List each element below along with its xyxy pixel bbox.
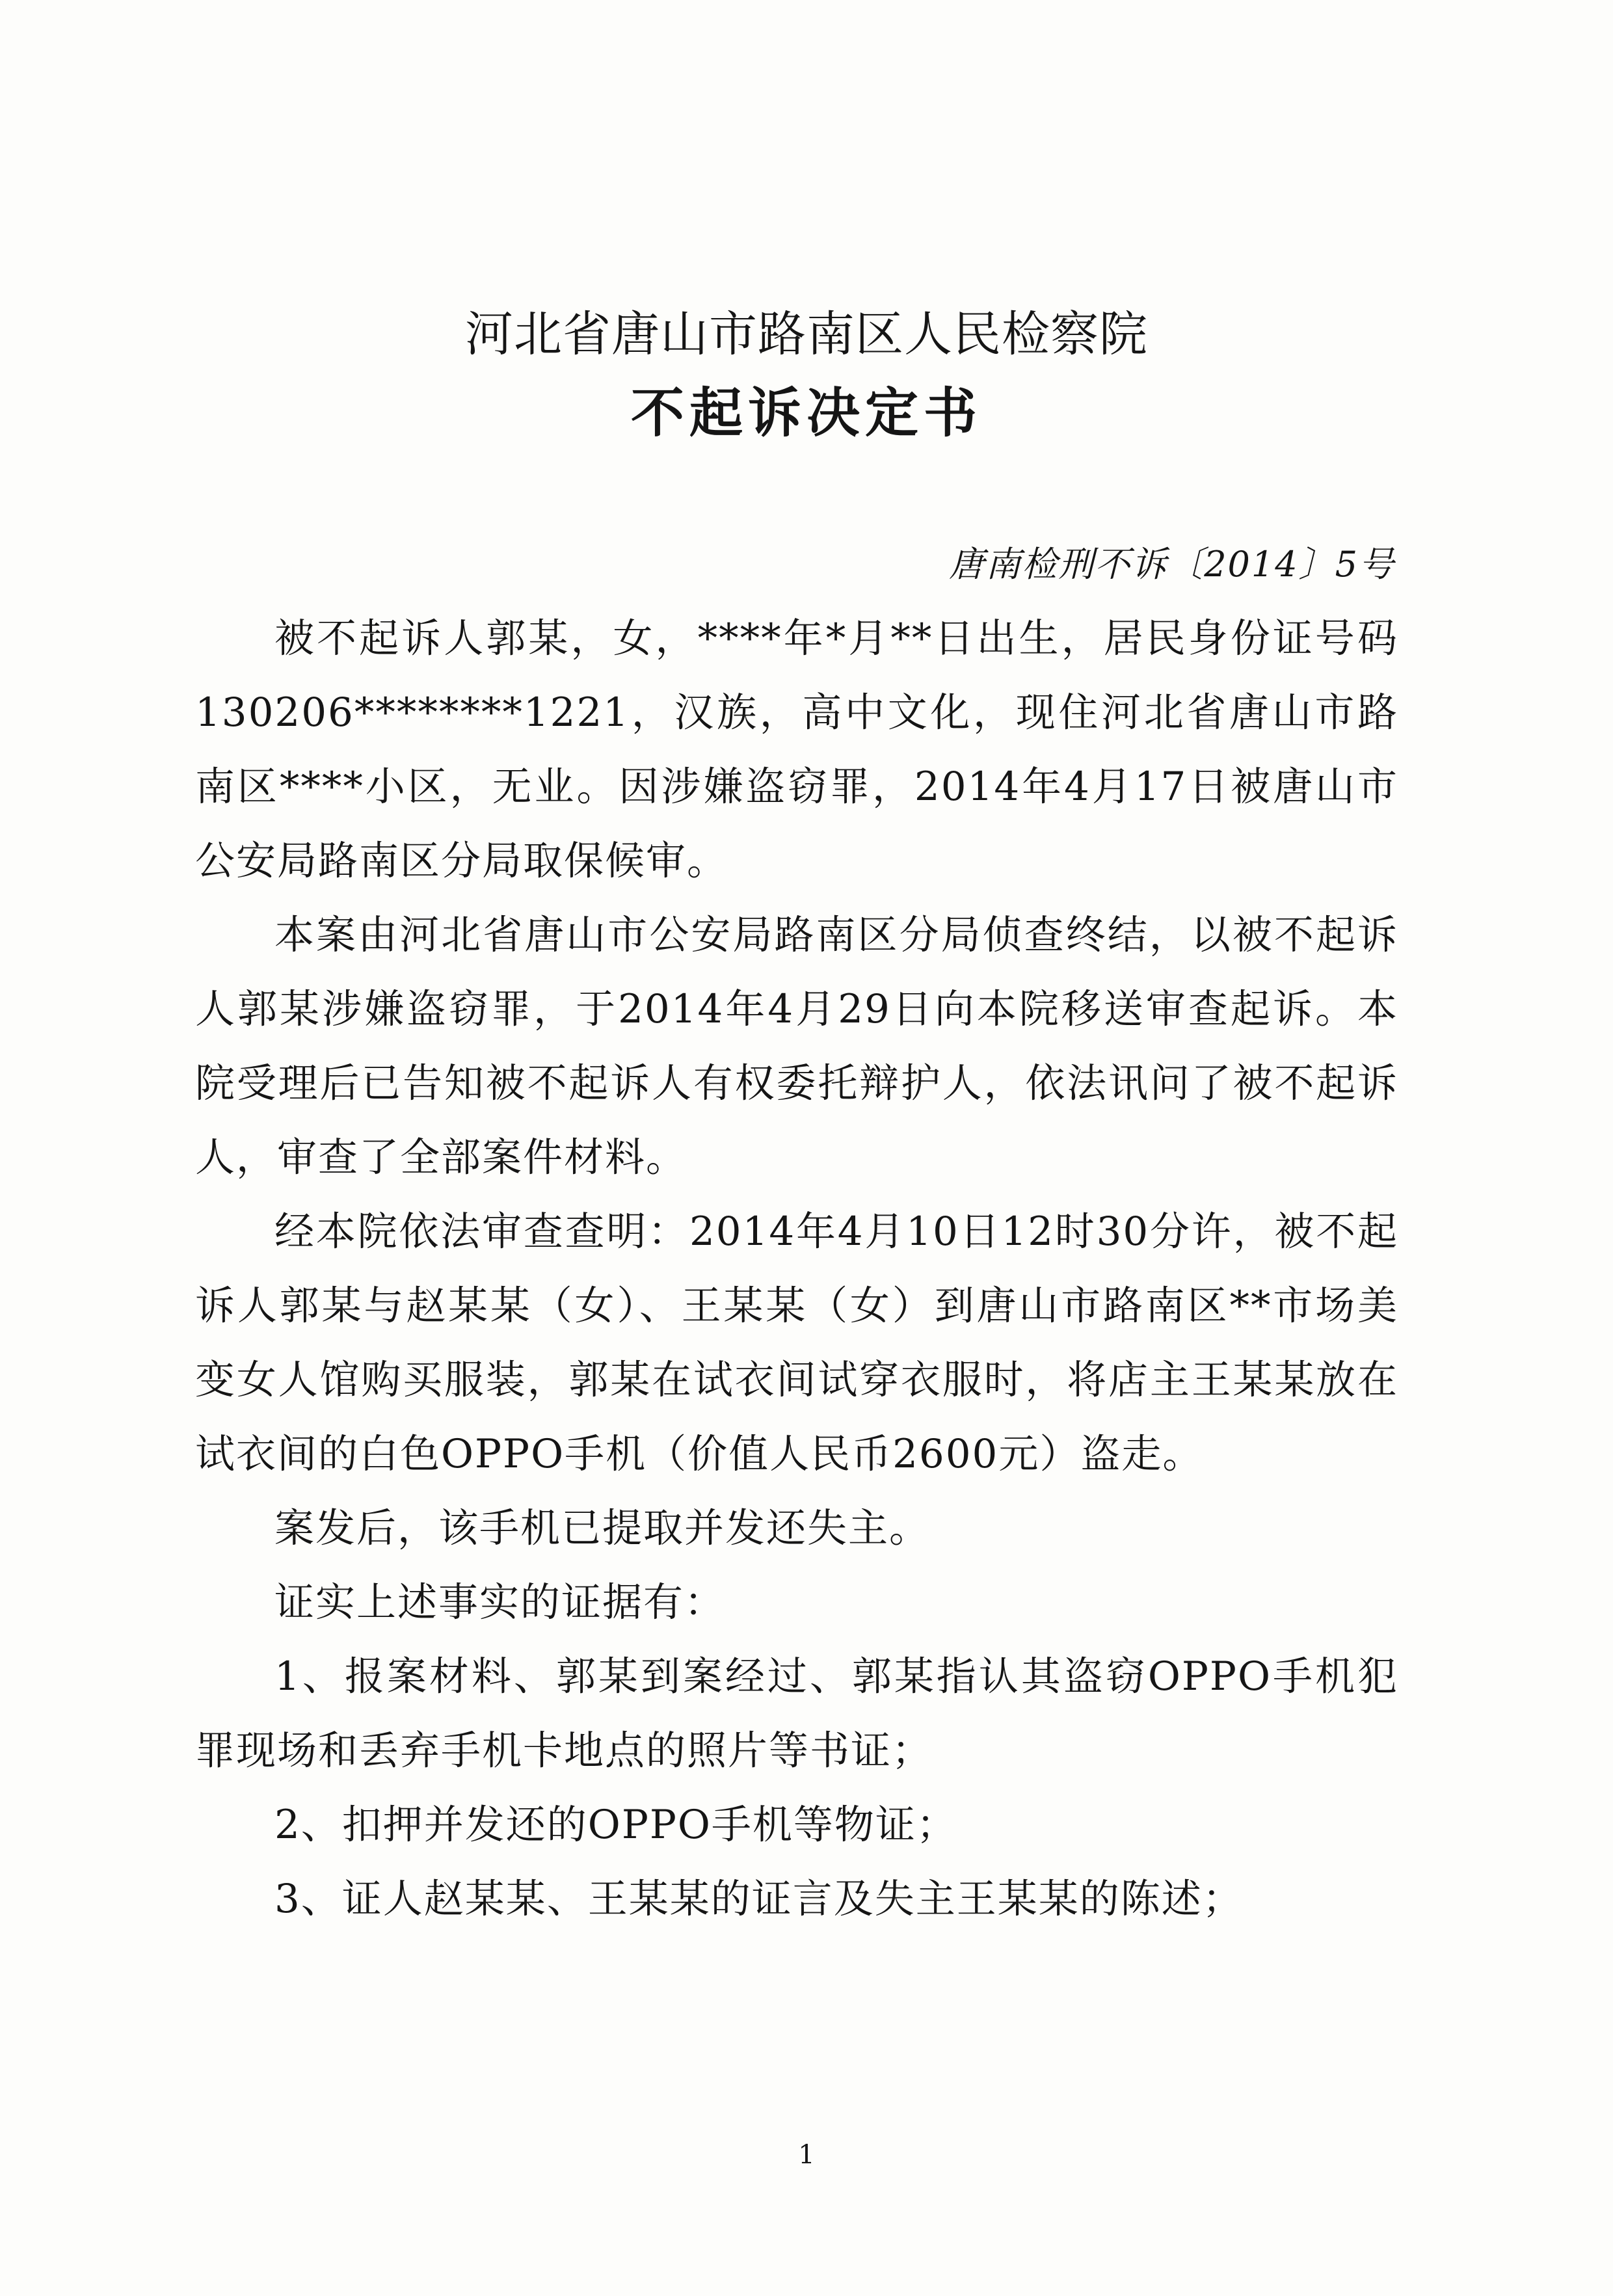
evidence-item-2: 2、扣押并发还的OPPO手机等物证； xyxy=(274,1802,957,1848)
paragraph-evidence-intro: 证实上述事实的证据有： xyxy=(274,1579,726,1625)
document-body xyxy=(195,602,1398,1936)
paragraph-after-case: 案发后，该手机已提取并发还失主。 xyxy=(274,1505,931,1551)
page-number: 1 xyxy=(798,2140,815,2170)
organization-name: 河北省唐山市路南区人民检察院 xyxy=(465,306,1148,362)
document-number: 唐南检刑不诉〔2014〕5号 xyxy=(949,544,1395,585)
paragraph-defendant-info: 被不起诉人郭某，女，****年*月**日出生，居民身份证号码130206********1221，汉族，高中文化，现住河北省唐山市路南区****小区，无业。因涉嫌盗窃罪，2014年4月17日被唐山市公安局路南区分局取保候审。 xyxy=(195,615,1398,884)
evidence-item-3: 3、证人赵某某、王某某的证言及失主王某某的陈述； xyxy=(274,1876,1244,1922)
paragraph-findings: 经本院依法审查查明：2014年4月10日12时30分许，被不起诉人郭某与赵某某（女）、王某某（女）到唐山市路南区**市场美变女人馆购买服装，郭某在试衣间试穿衣服时，将店主王某某放在试衣间的白色OPPO手机（价值人民币2600元）盗走。 xyxy=(195,1208,1398,1477)
evidence-item-1: 1、报案材料、郭某到案经过、郭某指认其盗窃OPPO手机犯罪现场和丢弃手机卡地点的照片等书证； xyxy=(195,1653,1398,1774)
document-title: 不起诉决定书 xyxy=(630,382,982,444)
paragraph-case-transfer: 本案由河北省唐山市公安局路南区分局侦查终结，以被不起诉人郭某涉嫌盗窃罪，于2014年4月29日向本院移送审查起诉。本院受理后已告知被不起诉人有权委托辩护人，依法讯问了被不起诉人，审查了全部案件材料。 xyxy=(195,912,1398,1181)
